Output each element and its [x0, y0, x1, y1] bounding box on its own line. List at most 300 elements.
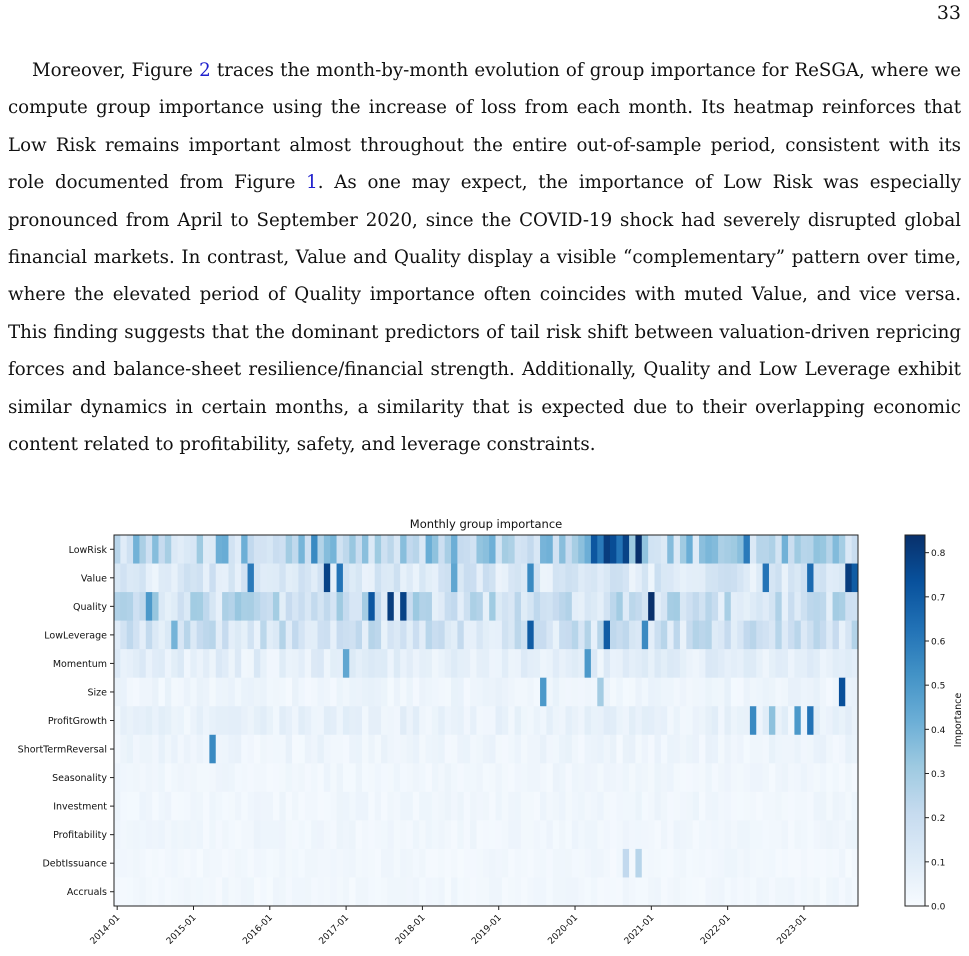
- heatmap-cell: [674, 763, 681, 792]
- row-label: LowRisk: [68, 544, 107, 556]
- heatmap-cell: [114, 735, 121, 764]
- heatmap-cell: [674, 849, 681, 878]
- heatmap-cell: [775, 592, 782, 621]
- heatmap-cell: [305, 849, 312, 878]
- heatmap-cell: [667, 592, 674, 621]
- heatmap-cell: [381, 820, 388, 849]
- heatmap-cell: [146, 849, 153, 878]
- figure-ref-link[interactable]: 2: [199, 60, 211, 81]
- row-label: Momentum: [52, 658, 107, 670]
- heatmap-cell: [508, 564, 515, 593]
- heatmap-cell: [820, 649, 827, 678]
- heatmap-cell: [273, 592, 280, 621]
- heatmap-cell: [591, 735, 598, 764]
- heatmap-cell: [368, 535, 375, 564]
- heatmap-cell: [820, 877, 827, 906]
- heatmap-cell: [826, 877, 833, 906]
- heatmap-cell: [197, 621, 204, 650]
- heatmap-cell: [591, 706, 598, 735]
- heatmap-cell: [432, 792, 439, 821]
- heatmap-cell: [629, 592, 636, 621]
- heatmap-cell: [209, 535, 216, 564]
- heatmap-cell: [661, 706, 668, 735]
- heatmap-cell: [553, 592, 560, 621]
- heatmap-cell: [852, 592, 859, 621]
- heatmap-cell: [146, 535, 153, 564]
- heatmap-cell: [292, 678, 299, 707]
- heatmap-cell: [324, 792, 331, 821]
- heatmap-cell: [782, 649, 789, 678]
- heatmap-cell: [426, 678, 433, 707]
- heatmap-cell: [184, 535, 191, 564]
- heatmap-cell: [712, 735, 719, 764]
- heatmap-cell: [534, 592, 541, 621]
- heatmap-cell: [146, 792, 153, 821]
- heatmap-cell: [171, 649, 178, 678]
- heatmap-cell: [171, 849, 178, 878]
- heatmap-cell: [667, 706, 674, 735]
- heatmap-cell: [661, 564, 668, 593]
- heatmap-cell: [794, 678, 801, 707]
- heatmap-cell: [794, 820, 801, 849]
- heatmap-cell: [254, 621, 261, 650]
- heatmap-cell: [553, 706, 560, 735]
- row-label: ProfitGrowth: [47, 716, 107, 727]
- heatmap-cell: [178, 792, 185, 821]
- heatmap-cell: [413, 849, 420, 878]
- heatmap-cell: [508, 792, 515, 821]
- heatmap-cell: [228, 763, 235, 792]
- heatmap-cell: [629, 735, 636, 764]
- heatmap-cell: [438, 763, 445, 792]
- heatmap-cell: [496, 535, 503, 564]
- heatmap-cell: [737, 792, 744, 821]
- heatmap-cell: [788, 649, 795, 678]
- heatmap-cell: [362, 649, 369, 678]
- heatmap-cell: [324, 735, 331, 764]
- heatmap-cell: [387, 763, 394, 792]
- heatmap-cell: [527, 792, 534, 821]
- heatmap-cell: [674, 820, 681, 849]
- heatmap-cell: [852, 621, 859, 650]
- heatmap-cell: [756, 763, 763, 792]
- heatmap-cell: [788, 763, 795, 792]
- heatmap-cell: [260, 621, 267, 650]
- heatmap-cell: [686, 849, 693, 878]
- heatmap-cell: [413, 763, 420, 792]
- heatmap-cell: [496, 621, 503, 650]
- heatmap-cell: [744, 678, 751, 707]
- heatmap-cell: [476, 735, 483, 764]
- heatmap-cell: [222, 678, 229, 707]
- heatmap-cell: [756, 649, 763, 678]
- heatmap-cell: [476, 792, 483, 821]
- heatmap-cell: [203, 678, 210, 707]
- heatmap-cell: [724, 763, 731, 792]
- heatmap-cell: [457, 877, 464, 906]
- heatmap-cell: [756, 535, 763, 564]
- heatmap-cell: [209, 849, 216, 878]
- heatmap-cell: [387, 877, 394, 906]
- heatmap-cell: [451, 649, 458, 678]
- heatmap-cell: [146, 735, 153, 764]
- heatmap-cell: [483, 592, 490, 621]
- heatmap-cell: [489, 820, 496, 849]
- heatmap-cell: [763, 649, 770, 678]
- heatmap-cell: [120, 621, 127, 650]
- heatmap-cell: [616, 649, 623, 678]
- heatmap-cell: [845, 706, 852, 735]
- heatmap-cell: [483, 877, 490, 906]
- heatmap-cell: [788, 792, 795, 821]
- heatmap-cell: [317, 792, 324, 821]
- heatmap-cell: [527, 564, 534, 593]
- heatmap-cell: [139, 763, 146, 792]
- heatmap-cell: [197, 820, 204, 849]
- heatmap-cell: [527, 535, 534, 564]
- x-tick-label: 2021-01: [622, 913, 657, 947]
- heatmap-cell: [407, 877, 414, 906]
- heatmap-cell: [394, 735, 401, 764]
- heatmap-cell: [655, 792, 662, 821]
- heatmap-cell: [464, 535, 471, 564]
- heatmap-cell: [375, 877, 382, 906]
- heatmap-cell: [591, 621, 598, 650]
- heatmap-cell: [731, 535, 738, 564]
- heatmap-cell: [496, 820, 503, 849]
- heatmap-cell: [559, 877, 566, 906]
- heatmap-cell: [826, 792, 833, 821]
- heatmap-cell: [839, 792, 846, 821]
- heatmap-cell: [845, 649, 852, 678]
- heatmap-cell: [648, 849, 655, 878]
- heatmap-cell: [324, 763, 331, 792]
- heatmap-cell: [629, 564, 636, 593]
- heatmap-cell: [565, 564, 572, 593]
- heatmap-cell: [635, 735, 642, 764]
- heatmap-cell: [515, 592, 522, 621]
- heatmap-cell: [648, 735, 655, 764]
- heatmap-cell: [114, 706, 121, 735]
- heatmap-cell: [559, 792, 566, 821]
- heatmap-cell: [292, 792, 299, 821]
- heatmap-cell: [597, 592, 604, 621]
- heatmap-cell: [546, 849, 553, 878]
- heatmap-cell: [610, 621, 617, 650]
- heatmap-cell: [254, 820, 261, 849]
- heatmap-cell: [750, 820, 757, 849]
- heatmap-cell: [801, 763, 808, 792]
- heatmap-cell: [521, 649, 528, 678]
- heatmap-cell: [572, 706, 579, 735]
- heatmap-cell: [833, 877, 840, 906]
- heatmap-cell: [794, 592, 801, 621]
- heatmap-cell: [279, 592, 286, 621]
- heatmap-cell: [375, 649, 382, 678]
- heatmap-cell: [801, 792, 808, 821]
- heatmap-cell: [616, 849, 623, 878]
- heatmap-cell: [235, 678, 242, 707]
- heatmap-cell: [197, 678, 204, 707]
- heatmap-cell: [813, 849, 820, 878]
- heatmap-cell: [724, 621, 731, 650]
- heatmap-cell: [381, 621, 388, 650]
- heatmap-cell: [731, 877, 738, 906]
- heatmap-cell: [737, 592, 744, 621]
- heatmap-cell: [705, 763, 712, 792]
- heatmap-cell: [565, 792, 572, 821]
- heatmap-cell: [286, 649, 293, 678]
- heatmap-cell: [782, 763, 789, 792]
- heatmap-cell: [241, 564, 248, 593]
- heatmap-cell: [559, 649, 566, 678]
- heatmap-cell: [693, 849, 700, 878]
- heatmap-cell: [273, 678, 280, 707]
- heatmap-cell: [139, 735, 146, 764]
- heatmap-cell: [559, 621, 566, 650]
- heatmap-cell: [750, 763, 757, 792]
- heatmap-cell: [833, 564, 840, 593]
- heatmap-cell: [578, 849, 585, 878]
- heatmap-cell: [171, 763, 178, 792]
- heatmap-cell: [248, 592, 255, 621]
- heatmap-cell: [686, 649, 693, 678]
- heatmap-cell: [559, 763, 566, 792]
- heatmap-cell: [578, 792, 585, 821]
- heatmap-cell: [387, 592, 394, 621]
- heatmap-cell: [801, 621, 808, 650]
- heatmap-cell: [152, 735, 159, 764]
- heatmap-cell: [248, 763, 255, 792]
- heatmap-cell: [407, 735, 414, 764]
- heatmap-cell: [693, 592, 700, 621]
- heatmap-cell: [565, 735, 572, 764]
- heatmap-cell: [731, 678, 738, 707]
- heatmap-cell: [813, 877, 820, 906]
- heatmap-cell: [356, 564, 363, 593]
- heatmap-cell: [254, 735, 261, 764]
- heatmap-cell: [699, 535, 706, 564]
- heatmap-cell: [159, 820, 166, 849]
- heatmap-cell: [693, 792, 700, 821]
- heatmap-cell: [807, 621, 814, 650]
- heatmap-cell: [286, 849, 293, 878]
- heatmap-cell: [744, 849, 751, 878]
- heatmap-cell: [489, 649, 496, 678]
- heatmap-cell: [705, 564, 712, 593]
- heatmap-cell: [432, 877, 439, 906]
- heatmap-cell: [655, 763, 662, 792]
- heatmap-cell: [585, 763, 592, 792]
- heatmap-cell: [127, 792, 134, 821]
- heatmap-cell: [845, 592, 852, 621]
- heatmap-cell: [152, 763, 159, 792]
- heatmap-cell: [171, 877, 178, 906]
- heatmap-cell: [184, 792, 191, 821]
- heatmap-cell: [629, 849, 636, 878]
- heatmap-cell: [413, 535, 420, 564]
- heatmap-cell: [540, 621, 547, 650]
- heatmap-cell: [362, 820, 369, 849]
- heatmap-cell: [165, 877, 172, 906]
- x-tick-label: 2016-01: [241, 913, 275, 947]
- heatmap-cell: [578, 820, 585, 849]
- heatmap-cell: [737, 649, 744, 678]
- heatmap-cell: [604, 735, 611, 764]
- heatmap-cell: [775, 564, 782, 593]
- heatmap-cell: [375, 621, 382, 650]
- heatmap-cell: [400, 592, 407, 621]
- heatmap-cell: [680, 564, 687, 593]
- heatmap-cell: [483, 535, 490, 564]
- heatmap-cell: [362, 877, 369, 906]
- heatmap-cell: [190, 735, 197, 764]
- heatmap-cell: [833, 820, 840, 849]
- heatmap-cell: [521, 735, 528, 764]
- heatmap-cell: [508, 678, 515, 707]
- heatmap-cell: [228, 621, 235, 650]
- heatmap-cell: [750, 592, 757, 621]
- heatmap-cell: [381, 535, 388, 564]
- heatmap-cell: [235, 706, 242, 735]
- heatmap-cell: [178, 735, 185, 764]
- colorbar-ticks: [925, 549, 946, 912]
- heatmap-cell: [298, 849, 305, 878]
- heatmap-cell: [718, 621, 725, 650]
- heatmap-cell: [203, 649, 210, 678]
- heatmap-cell: [470, 621, 477, 650]
- heatmap-cell: [203, 877, 210, 906]
- heatmap-cell: [635, 621, 642, 650]
- heatmap-cell: [635, 820, 642, 849]
- heatmap-cell: [820, 735, 827, 764]
- heatmap-cell: [483, 792, 490, 821]
- heatmap-cell: [387, 849, 394, 878]
- heatmap-cell: [267, 649, 274, 678]
- heatmap-cell: [769, 763, 776, 792]
- heatmap-cell: [381, 706, 388, 735]
- heatmap-cell: [267, 735, 274, 764]
- heatmap-cell: [209, 820, 216, 849]
- heatmap-cell: [159, 564, 166, 593]
- heatmap-cell: [120, 564, 127, 593]
- heatmap-cell: [298, 564, 305, 593]
- colorbar-tick-label: 0.8: [931, 549, 946, 560]
- heatmap-cell: [807, 564, 814, 593]
- heatmap-cell: [642, 820, 649, 849]
- heatmap-cell: [273, 649, 280, 678]
- heatmap-cell: [248, 820, 255, 849]
- heatmap-cell: [114, 792, 121, 821]
- heatmap-cell: [387, 564, 394, 593]
- heatmap-cell: [197, 592, 204, 621]
- heatmap-cell: [680, 849, 687, 878]
- heatmap-cell: [438, 877, 445, 906]
- heatmap-cell: [712, 706, 719, 735]
- heatmap-cell: [565, 678, 572, 707]
- heatmap-cell: [464, 763, 471, 792]
- heatmap-cell: [305, 621, 312, 650]
- heatmap-cell: [324, 535, 331, 564]
- heatmap-cell: [515, 820, 522, 849]
- heatmap-cell: [540, 649, 547, 678]
- heatmap-cell: [159, 649, 166, 678]
- heatmap-cell: [324, 849, 331, 878]
- heatmap-cell: [445, 649, 452, 678]
- heatmap-cell: [267, 877, 274, 906]
- heatmap-cell: [362, 564, 369, 593]
- heatmap-cell: [375, 820, 382, 849]
- heatmap-cell: [686, 820, 693, 849]
- heatmap-cell: [426, 564, 433, 593]
- heatmap-cell: [648, 564, 655, 593]
- heatmap-cell: [464, 877, 471, 906]
- heatmap-cell: [470, 849, 477, 878]
- heatmap-cell: [597, 849, 604, 878]
- heatmap-cell: [419, 706, 426, 735]
- heatmap-cell: [305, 535, 312, 564]
- heatmap-cell: [470, 678, 477, 707]
- heatmap-cell: [661, 649, 668, 678]
- heatmap-cell: [724, 678, 731, 707]
- heatmap-cell: [483, 735, 490, 764]
- heatmap-cell: [813, 649, 820, 678]
- heatmap-cell: [426, 820, 433, 849]
- heatmap-cell: [546, 706, 553, 735]
- heatmap-cell: [578, 621, 585, 650]
- heatmap-cell: [591, 792, 598, 821]
- heatmap-cell: [826, 763, 833, 792]
- heatmap-cell: [737, 849, 744, 878]
- heatmap-cell: [349, 820, 356, 849]
- heatmap-cell: [470, 535, 477, 564]
- heatmap-cell: [222, 535, 229, 564]
- heatmap-cell: [483, 706, 490, 735]
- heatmap-cell: [616, 820, 623, 849]
- heatmap-cell: [546, 535, 553, 564]
- heatmap-cell: [540, 678, 547, 707]
- heatmap-cell: [438, 820, 445, 849]
- heatmap-cell: [515, 763, 522, 792]
- heatmap-cell: [127, 877, 134, 906]
- heatmap-cell: [775, 820, 782, 849]
- heatmap-cell: [419, 735, 426, 764]
- heatmap-cell: [699, 820, 706, 849]
- heatmap-cell: [241, 592, 248, 621]
- heatmap-cell: [737, 877, 744, 906]
- heatmap-cell: [661, 792, 668, 821]
- heatmap-cell: [260, 763, 267, 792]
- heatmap-cell: [661, 763, 668, 792]
- heatmap-cell: [426, 621, 433, 650]
- heatmap-cell: [146, 820, 153, 849]
- heatmap-cell: [178, 621, 185, 650]
- heatmap-cell: [521, 535, 528, 564]
- heatmap-cell: [775, 877, 782, 906]
- heatmap-cell: [610, 678, 617, 707]
- heatmap-cell: [476, 706, 483, 735]
- heatmap-cell: [610, 820, 617, 849]
- heatmap-cell: [114, 564, 121, 593]
- heatmap-cell: [419, 535, 426, 564]
- row-label: Value: [80, 573, 107, 585]
- heatmap-cell: [324, 649, 331, 678]
- heatmap-cell: [203, 564, 210, 593]
- heatmap-cell: [146, 678, 153, 707]
- heatmap-cell: [273, 792, 280, 821]
- heatmap-cell: [680, 621, 687, 650]
- figure-ref-link[interactable]: 1: [306, 172, 318, 194]
